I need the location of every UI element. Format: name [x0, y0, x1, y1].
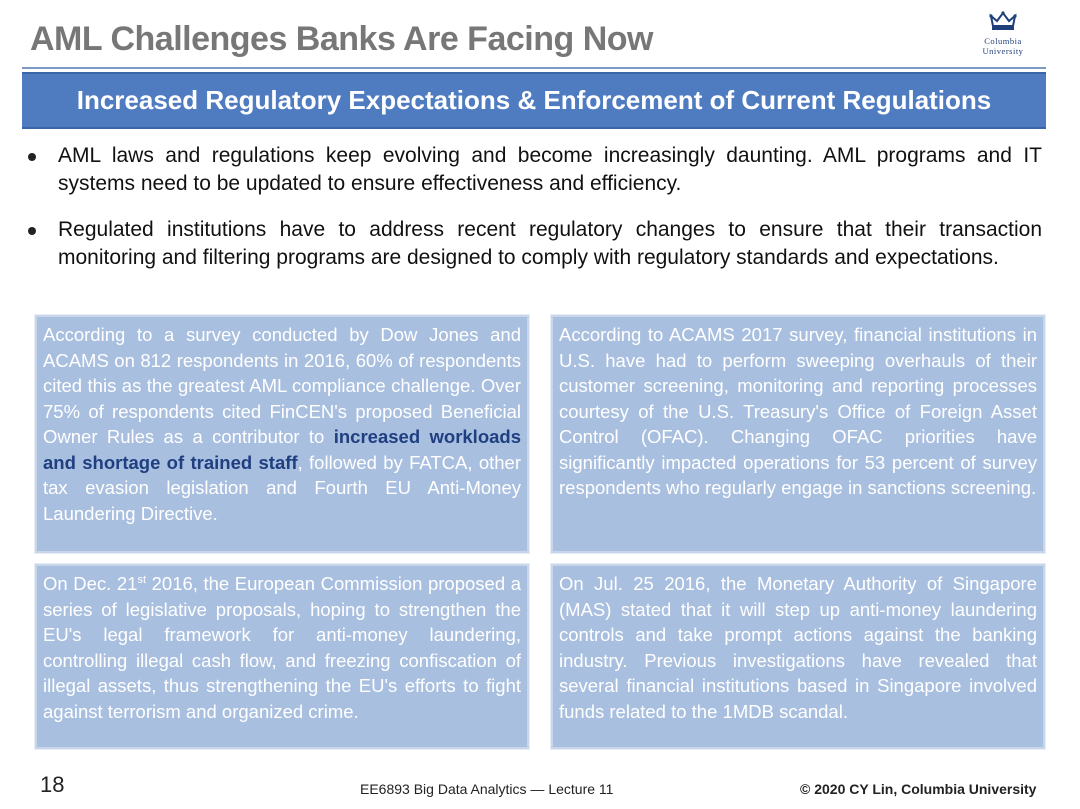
title-divider	[22, 67, 1046, 69]
acams-survey-box	[551, 315, 1045, 553]
bullet-text: AML laws and regulations keep evolving and become increasingly daunting. AML programs and IT systems need to be updated to ensure effectiveness and efficiency.	[58, 144, 1042, 195]
slide-title: AML Challenges Banks Are Facing Now	[30, 20, 653, 58]
bullet-text: Regulated institutions have to address recent regulatory changes to ensure that their transaction monitoring and filtering programs are designed to comply with regulatory standards and expectations.	[58, 218, 1042, 269]
european-commission-box	[35, 564, 529, 749]
copyright-label: © 2020 CY Lin, Columbia University	[800, 781, 1037, 797]
box-highlight: increased workloads and shortage of trained staff	[43, 426, 521, 473]
columbia-logo	[968, 10, 1038, 64]
survey-dow-jones-box	[35, 315, 529, 553]
bullet-dot-icon	[28, 227, 36, 235]
box-superscript: st	[137, 573, 147, 586]
bullet-dot-icon	[28, 153, 36, 161]
box-text: 2016, the European Commission proposed a series of legislative proposals, hoping to strengthen the EU's legal framework for anti-money laundering, controlling illegal cash flow, and freezing confiscation of illegal assets, thus strengthening the EU's efforts to fight against terrorism and organized crime.	[43, 573, 521, 722]
logo-line2: University	[982, 46, 1024, 56]
section-banner: Increased Regulatory Expectations & Enforcement of Current Regulations	[22, 72, 1046, 129]
page-number: 18	[40, 772, 65, 797]
box-text: On Jul. 25 2016, the Monetary Authority of Singapore (MAS) stated that it will step up anti-money laundering controls and take prompt actions against the banking industry. Previous investigations have revealed that several financial institutions based in Singapore involved funds related to the 1MDB scandal.	[559, 573, 1037, 722]
box-text: On Dec. 21	[43, 573, 138, 594]
box-text: According to ACAMS 2017 survey, financial institutions in U.S. have had to perform sweeping overhauls of their customer screening, monitoring and reporting processes courtesy of the U.S. Treasury's Office of Foreign Asset Control (OFAC). Changing OFAC priorities have significantly impacted operations for 53 percent of survey respondents who regularly engage in sanctions screening.	[559, 324, 1037, 498]
crown-icon	[988, 10, 1018, 34]
course-label: EE6893 Big Data Analytics — Lecture 11	[360, 781, 614, 797]
bullet-item	[26, 142, 1042, 198]
box-text: , followed by FATCA, other tax evasion legislation and Fourth EU Anti-Money Laundering Directive.	[43, 451, 522, 524]
logo-line1: Columbia	[984, 36, 1022, 46]
box-text: According to a survey conducted by Dow Jones and ACAMS on 812 respondents in 2016, 60% of respondents cited this as the greatest AML compliance challenge. Over 75% of respondents cited FinCEN's proposed Beneficial Owner Rules as a contributor to	[43, 324, 521, 447]
bullet-item	[26, 216, 1042, 272]
mas-singapore-box	[551, 564, 1045, 749]
bullet-list	[26, 142, 1042, 290]
